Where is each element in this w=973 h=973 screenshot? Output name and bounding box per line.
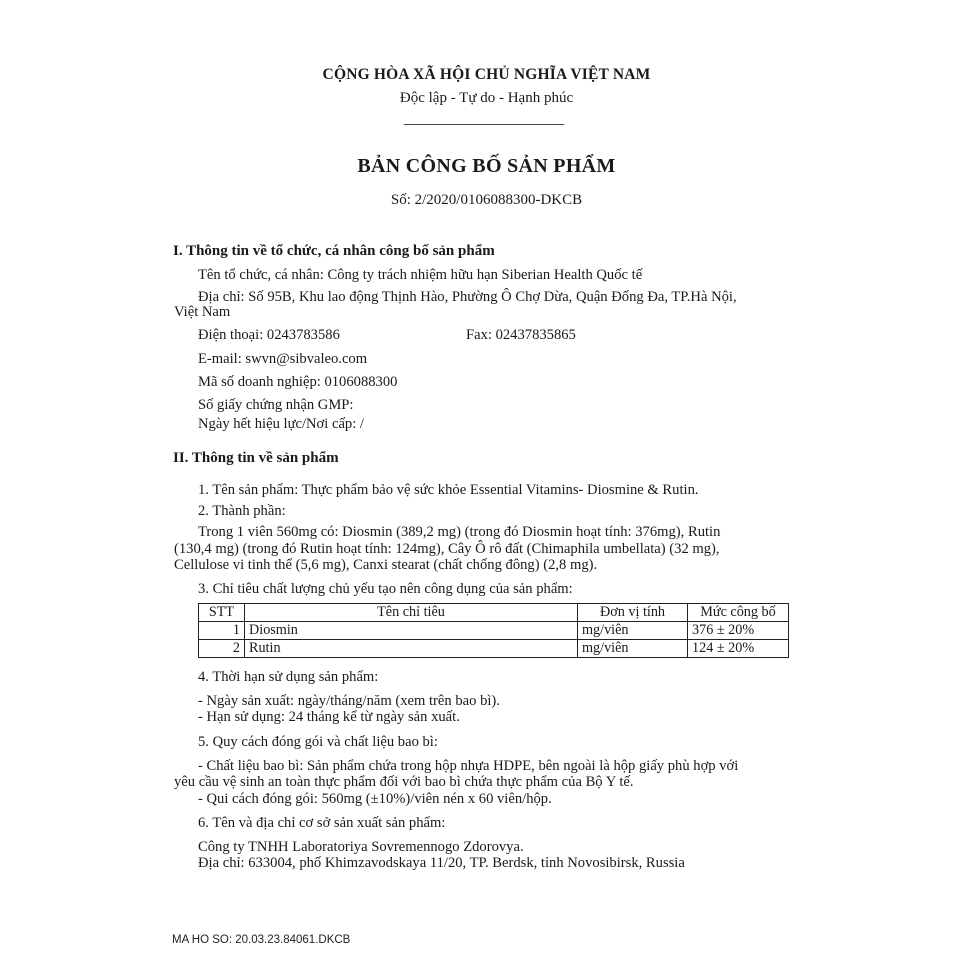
table-cell: Rutin — [245, 640, 578, 658]
table-row — [199, 640, 789, 658]
dossier-code: MA HO SO: 20.03.23.84061.DKCB — [172, 934, 351, 946]
phone: Điện thoại: 0243783586 — [198, 327, 340, 343]
composition-heading: 2. Thành phần: — [198, 503, 286, 519]
composition-line3: Cellulose vi tinh thể (5,6 mg), Canxi stearat (chất chống đông) (2,8 mg). — [174, 557, 598, 573]
table-row — [199, 622, 789, 640]
table-cell: mg/viên — [578, 640, 688, 658]
motto: Độc lập - Tự do - Hạnh phúc — [399, 90, 574, 106]
table-cell: 124 ± 20% — [688, 640, 789, 658]
table-header-cell: STT — [199, 604, 245, 622]
table-cell: 1 — [199, 622, 245, 640]
table-header-cell: Mức công bố — [688, 604, 789, 622]
section1-heading: I. Thông tin về tổ chức, cá nhân công bố sản phẩm — [173, 243, 495, 259]
table-cell: Diosmin — [245, 622, 578, 640]
business-code: Mã số doanh nghiệp: 0106088300 — [198, 374, 398, 390]
quality-criteria-table — [198, 603, 789, 658]
manufacture-date: - Ngày sản xuất: ngày/tháng/năm (xem trên bao bì). — [198, 693, 500, 709]
shelf-life: - Hạn sử dụng: 24 tháng kể từ ngày sản xuất. — [198, 709, 460, 725]
document-title: BẢN CÔNG BỐ SẢN PHẨM — [357, 155, 616, 177]
manufacturer-heading: 6. Tên và địa chỉ cơ sở sản xuất sản phẩm: — [198, 815, 446, 831]
composition-line2: (130,4 mg) (trong đó Rutin hoạt tính: 124mg), Cây Ô rô đất (Chimaphila umbellata) (32 mg), — [174, 541, 720, 557]
header-divider — [404, 124, 564, 125]
address-line1: Địa chỉ: Số 95B, Khu lao động Thịnh Hào, Phường Ô Chợ Dừa, Quận Đống Đa, TP.Hà Nội, — [198, 289, 737, 305]
address-line2: Việt Nam — [174, 304, 231, 320]
document-number: Số: 2/2020/0106088300-DKCB — [390, 192, 583, 208]
table-header-cell: Đơn vị tính — [578, 604, 688, 622]
packaging-line1: - Chất liệu bao bì: Sản phẩm chứa trong hộp nhựa HDPE, bên ngoài là hộp giấy phù hợp với — [198, 758, 739, 774]
packaging-line3: - Qui cách đóng gói: 560mg (±10%)/viên nén x 60 viên/hộp. — [198, 791, 552, 807]
republic-header: CỘNG HÒA XÃ HỘI CHỦ NGHĨA VIỆT NAM — [322, 66, 651, 83]
shelf-life-heading: 4. Thời hạn sử dụng sản phẩm: — [198, 669, 379, 685]
table-cell: 2 — [199, 640, 245, 658]
gmp-certificate: Số giấy chứng nhận GMP: — [198, 397, 354, 413]
table-header-row — [199, 604, 789, 622]
manufacturer-address: Địa chỉ: 633004, phố Khimzavodskaya 11/20, TP. Berdsk, tỉnh Novosibirsk, Russia — [198, 855, 685, 871]
manufacturer-name: Công ty TNHH Laboratoriya Sovremennogo Zdorovya. — [198, 839, 524, 855]
expiry-issuer: Ngày hết hiệu lực/Nơi cấp: / — [198, 416, 364, 432]
quality-criteria-heading: 3. Chỉ tiêu chất lượng chủ yếu tạo nên công dụng của sản phẩm: — [198, 581, 573, 597]
table-cell: mg/viên — [578, 622, 688, 640]
packaging-heading: 5. Quy cách đóng gói và chất liệu bao bì: — [198, 734, 438, 750]
email: E-mail: swvn@sibvaleo.com — [198, 351, 368, 367]
fax: Fax: 02437835865 — [466, 327, 576, 343]
product-name: 1. Tên sản phẩm: Thực phẩm bảo vệ sức khỏe Essential Vitamins- Diosmine & Rutin. — [198, 482, 699, 498]
table-cell: 376 ± 20% — [688, 622, 789, 640]
composition-line1: Trong 1 viên 560mg có: Diosmin (389,2 mg) (trong đó Diosmin hoạt tính: 376mg), Rutin — [198, 524, 721, 540]
table-header-cell: Tên chỉ tiêu — [245, 604, 578, 622]
org-name: Tên tổ chức, cá nhân: Công ty trách nhiệm hữu hạn Siberian Health Quốc tế — [198, 267, 643, 283]
section2-heading: II. Thông tin về sản phẩm — [173, 450, 339, 466]
packaging-line2: yêu cầu vệ sinh an toàn thực phẩm đối với bao bì chứa thực phẩm của Bộ Y tế. — [174, 774, 634, 790]
